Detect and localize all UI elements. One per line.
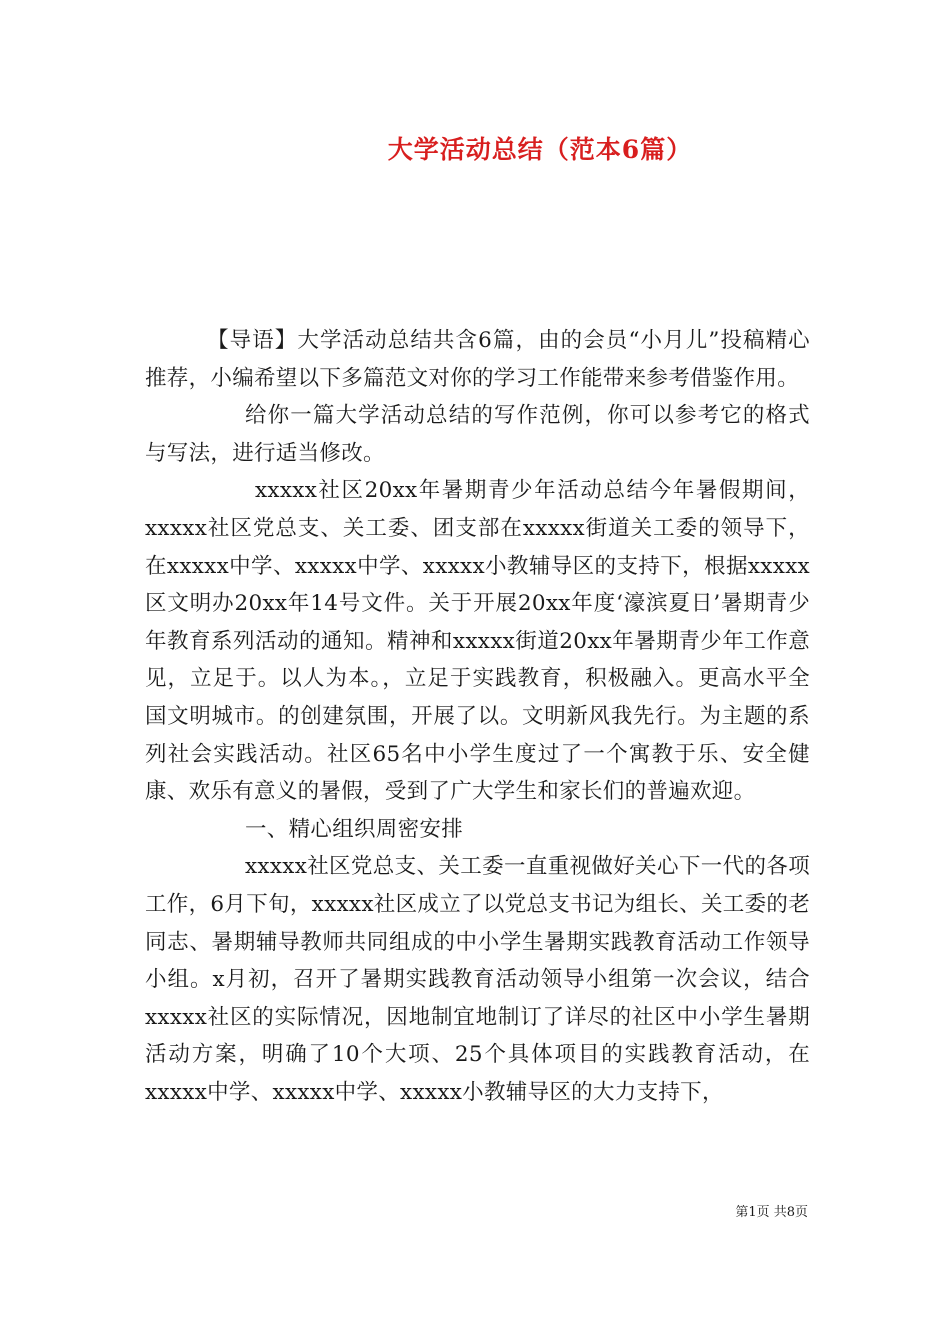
page-footer: 第1页 共8页	[735, 1205, 808, 1220]
document-body	[145, 322, 810, 1111]
body-paragraph: xxxxx社区党总支、关工委一直重视做好关心下一代的各项工作，6月下旬，xxxxx社区成立了以党总支书记为组长、关工委的老同志、暑期辅导教师共同组成的中小学生暑期实践教育活动工作领导小组。x月初，召开了暑期实践教育活动领导小组第一次会议，结合xxxxx社区的实际情况，因地制宜地制订了详尽的社区中小学生暑期活动方案，明确了10个大项、25个具体项目的实践教育活动，在xxxxx中学、xxxxx中学、xxxxx小教辅导区的大力支持下，	[145, 854, 810, 1105]
body-paragraph: 给你一篇大学活动总结的写作范例，你可以参考它的格式与写法，进行适当修改。	[145, 403, 810, 466]
intro-paragraph: 【导语】大学活动总结共含6篇，由的会员“小月儿”投稿精心推荐，小编希望以下多篇范文对你的学习工作能带来参考借鉴作用。	[145, 328, 810, 391]
page-title: 大学活动总结（范本6篇）	[387, 135, 693, 164]
section-heading: 一、精心组织周密安排	[245, 816, 464, 842]
body-paragraph: xxxxx社区20xx年暑期青少年活动总结今年暑假期间，xxxxx社区党总支、关工委、团支部在xxxxx街道关工委的领导下，在xxxxx中学、xxxxx中学、xxxxx小教辅导区的支持下，根据xxxxx区文明办20xx年14号文件。关于开展20xx年度‘濠滨夏日’暑期青少年教育系列活动的通知。精神和xxxxx街道20xx年暑期青少年工作意见，立足于。以人为本。，立足于实践教育，积极融入。更高水平全国文明城市。的创建氛围，开展了以。文明新风我先行。为主题的系列社会实践活动。社区65名中小学生度过了一个寓教于乐、安全健康、欢乐有意义的暑假，受到了广大学生和家长们的普遍欢迎。	[145, 478, 810, 805]
